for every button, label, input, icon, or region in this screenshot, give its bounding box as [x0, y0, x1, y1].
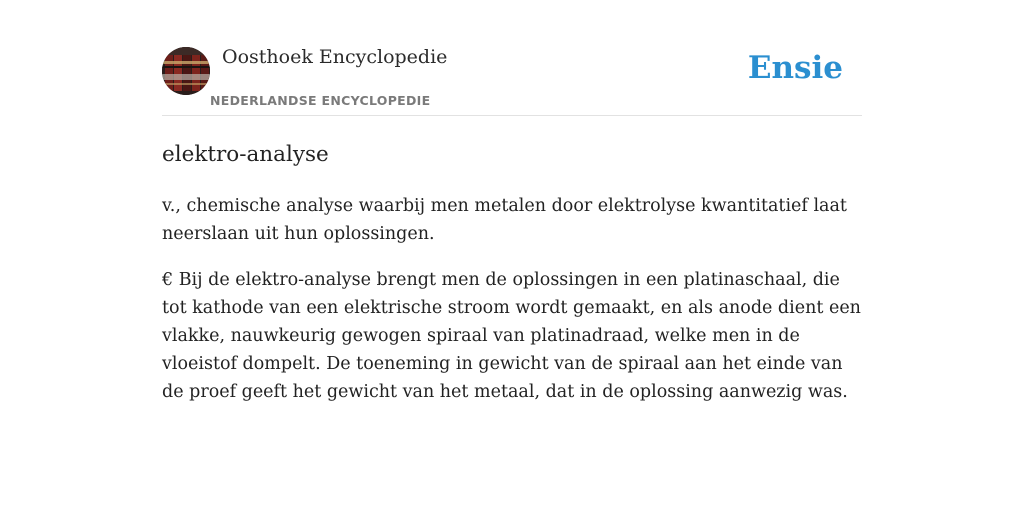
header	[162, 40, 862, 116]
encyclopedia-books-icon[interactable]	[162, 47, 210, 95]
definition-paragraph: v., chemische analyse waarbij men metalen door elektrolyse kwantitatief laat neerslaan uit hun oplossingen.	[162, 196, 847, 244]
entry-title: elektro-analyse	[162, 142, 329, 167]
brand-logo[interactable]: Ensie	[747, 50, 843, 86]
description-paragraph: € Bij de elektro-analyse brengt men de oplossingen in een platinaschaal, die tot kathode van een elektrische stroom wordt gemaakt, en als anode dient een vlakke, nauwkeurig gewogen spiraal van platinadraad, welke men in de vloeistof dompelt. De toeneming in gewicht van de spiraal aan het einde van de proef geeft het gewicht van het metaal, dat in de oplossing aanwezig was.	[162, 270, 861, 402]
site-subtitle: NEDERLANDSE ENCYCLOPEDIE	[210, 93, 431, 108]
site-name[interactable]: Oosthoek Encyclopedie	[222, 46, 448, 68]
entry-card	[162, 40, 862, 406]
